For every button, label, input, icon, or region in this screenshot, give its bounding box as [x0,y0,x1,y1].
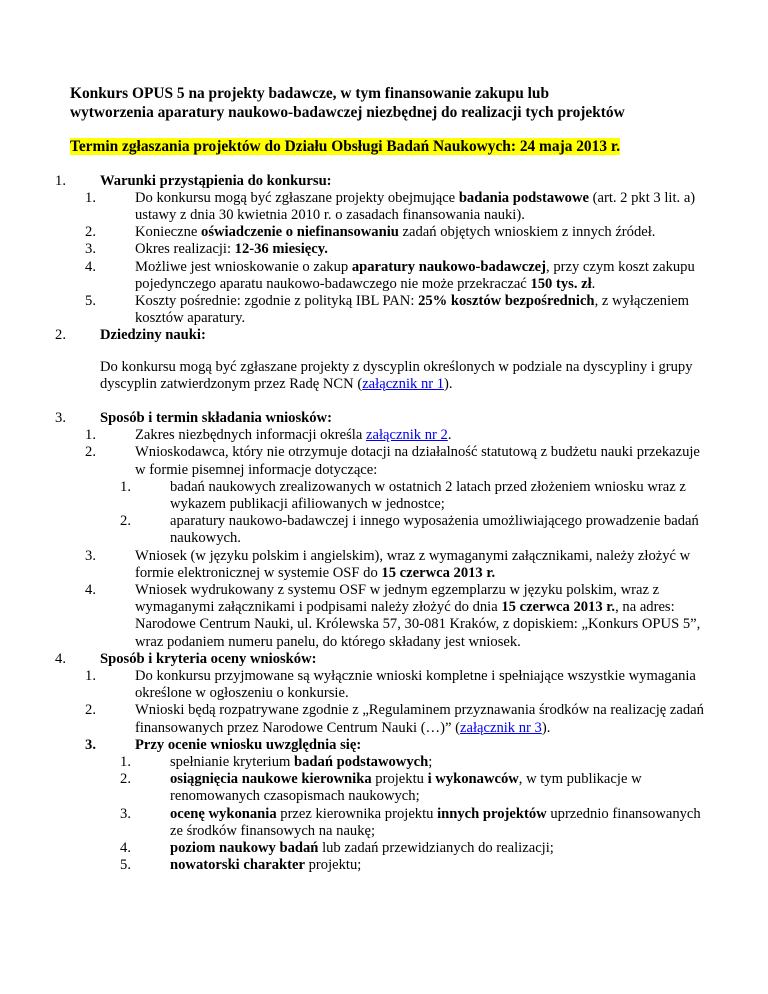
bold-text: 15 czerwca 2013 r. [381,564,496,581]
item-number: 5. [120,857,131,874]
item-number: 3. [85,736,96,753]
list-item [85,258,708,293]
bold-text: badania podstawowe [458,189,589,206]
list-item [85,736,708,875]
list-item [85,702,708,736]
text: , na adres: Narodowe Centrum Nauki, ul. Królewska 57, 30-081 Kraków, z dopiskiem: „Konkurs OPUS 5”, wraz podaniem numeru panelu, do którego składany jest wniosek. [135,599,701,650]
text: (art. 2 pkt 3 lit. a) ustawy z dnia 30 kwietnia 2010 r. o zasadach finansowania nauki). [135,189,696,223]
item-number: 3. [85,547,96,564]
criteria-item [120,771,708,805]
bold-text: osiągnięcia naukowe kierownika [170,771,372,788]
text: Wnioskodawca, który nie otrzymuje dotacji na działalność statutową z budżetu nauki przekazuje w formie pisemnej informacje dotyczące: [135,444,700,478]
list-item [85,292,708,327]
section-3-items [85,427,708,651]
text: spełnianie kryterium [170,754,295,770]
text: , z wyłączeniem kosztów aparatury. [135,292,689,327]
section-number: 2. [55,327,66,344]
text: Do konkursu mogą być zgłaszane projekty z dyscyplin określonych w podziale na dyscypliny i grupy dyscyplin zatwierdzonym przez Radę NCN ( [100,358,693,392]
text: ). [444,375,453,392]
criteria-list [120,754,708,874]
text: Okres realizacji: [135,241,235,258]
criteria-item [120,840,708,857]
text: . [447,427,452,444]
text: projektu; [304,857,362,874]
attachment-3-link[interactable]: załącznik nr 3 [460,719,542,736]
section-4 [55,650,708,875]
text: zadań objętych wnioskiem z innych źródeł. [398,224,656,241]
title-line-2: wytworzenia aparatury naukowo-badawczej niezbędnej do realizacji tych projektów [70,103,625,121]
item-number: 4. [85,258,96,275]
section-number: 1. [55,172,66,189]
item-number: 4. [120,840,131,857]
text: projektu [371,771,428,788]
list-item [85,189,708,224]
item-number: 2. [85,702,96,719]
text: aparatury naukowo-badawczej i innego wyposażenia umożliwiającego prowadzenie badań naukowych. [170,513,699,547]
section-2-paragraph [100,359,708,393]
section-1-items [85,189,708,328]
item-number: 4. [85,581,96,598]
main-list [55,172,708,875]
text: badań naukowych zrealizowanych w ostatnich 2 latach przed złożeniem wniosku wraz z wykazem publikacji afiliowanych w jednostce; [170,478,686,512]
sub-list [120,478,708,548]
attachment-2-link[interactable]: załącznik nr 2 [365,427,448,444]
criteria-item [120,857,708,874]
sub-list-item [120,513,708,547]
list-item [85,547,708,582]
bold-text: Przy ocenie wniosku uwzględnia się: [135,736,362,753]
section-4-items [85,667,708,874]
bold-text: poziom naukowy badań [170,840,319,857]
text: Koszty pośrednie: zgodnie z polityką IBL PAN: [135,292,419,309]
document-title [70,85,708,122]
list-item [85,427,708,444]
text: . [591,275,596,292]
list-item [85,241,708,258]
bold-text: badań podstawowych [294,754,429,770]
deadline-banner [70,138,708,157]
text: Możliwe jest wnioskowanie o zakup [135,258,352,275]
text: Konieczne [135,224,202,241]
text: przez kierownika projektu [276,805,438,822]
section-2 [55,327,708,393]
bold-text: nowatorski charakter [170,857,305,874]
section-1 [55,172,708,328]
text: ; [428,754,433,770]
section-number: 3. [55,409,66,426]
list-item [85,224,708,241]
text: Wniosek (w języku polskim i angielskim), wraz z wymaganymi załącznikami, należy złożyć w formie elektronicznej w systemie OSF do [135,547,691,581]
bold-text: 15 czerwca 2013 r. [501,599,616,616]
section-title: Dziedziny nauki: [100,327,206,344]
item-number: 3. [85,241,96,258]
text: Do konkursu przyjmowane są wyłącznie wnioski kompletne i spełniające wszystkie wymagania określone w ogłoszeniu o konkursie. [135,667,696,702]
text: Zakres niezbędnych informacji określa [135,427,366,444]
bold-text: i wykonawców [427,771,519,788]
bold-text: innych projektów [437,805,547,822]
attachment-1-link[interactable]: załącznik nr 1 [362,375,445,392]
section-title: Warunki przystąpienia do konkursu: [100,172,332,189]
criteria-item [120,754,708,771]
item-number: 1. [85,189,96,206]
text: uprzednio finansowanych ze środków finansowych na naukę; [170,805,701,839]
bold-text: oświadczenie o niefinansowaniu [201,224,399,241]
text: Wniosek wydrukowany z systemu OSF w jednym egzemplarzu w języku polskim, wraz z wymaganymi załącznikami i podpisami należy złożyć do dnia [135,581,660,616]
item-number: 3. [120,805,131,822]
sub-list-item [120,478,708,513]
text: lub zadań przewidzianych do realizacji; [318,840,554,857]
text: ). [541,719,551,736]
item-number: 2. [85,444,96,461]
section-number: 4. [55,650,66,667]
item-number: 2. [120,771,131,788]
section-3 [55,409,708,651]
text: , w tym publikacje w renomowanych czasopismach naukowych; [170,771,642,805]
list-item [85,444,708,547]
bold-text: ocenę wykonania [170,805,277,822]
text: Do konkursu mogą być zgłaszane projekty obejmujące [135,189,459,206]
text: Wnioski będą rozpatrywane zgodnie z „Regulaminem przyznawania środków na realizację zadań finansowanych przez Narodowe Centrum Nauki (…)” ( [135,702,704,736]
bold-text: 12-36 miesięcy. [234,241,328,258]
text: , przy czym koszt zakupu pojedynczego aparatu naukowo-badawczego nie może przekraczać [135,258,695,292]
item-number: 5. [85,292,96,309]
item-number: 1. [120,478,131,495]
item-number: 1. [120,754,131,770]
deadline-highlight: Termin zgłaszania projektów do Działu Obsługi Badań Naukowych: 24 maja 2013 r. [70,138,621,155]
item-number: 1. [85,667,96,684]
bold-text: 25% kosztów bezpośrednich [418,292,595,309]
bold-text: 150 tys. zł [530,275,592,292]
bold-text: aparatury naukowo-badawczej [351,258,547,275]
section-title: Sposób i termin składania wniosków: [100,409,332,426]
item-number: 2. [85,224,96,241]
section-title: Sposób i kryteria oceny wniosków: [100,650,317,667]
title-line-1: Konkurs OPUS 5 na projekty badawcze, w tym finansowanie zakupu lub [70,85,550,102]
item-number: 1. [85,427,96,444]
item-number: 2. [120,513,131,530]
list-item [85,667,708,702]
criteria-item [120,805,708,840]
list-item [85,581,708,651]
